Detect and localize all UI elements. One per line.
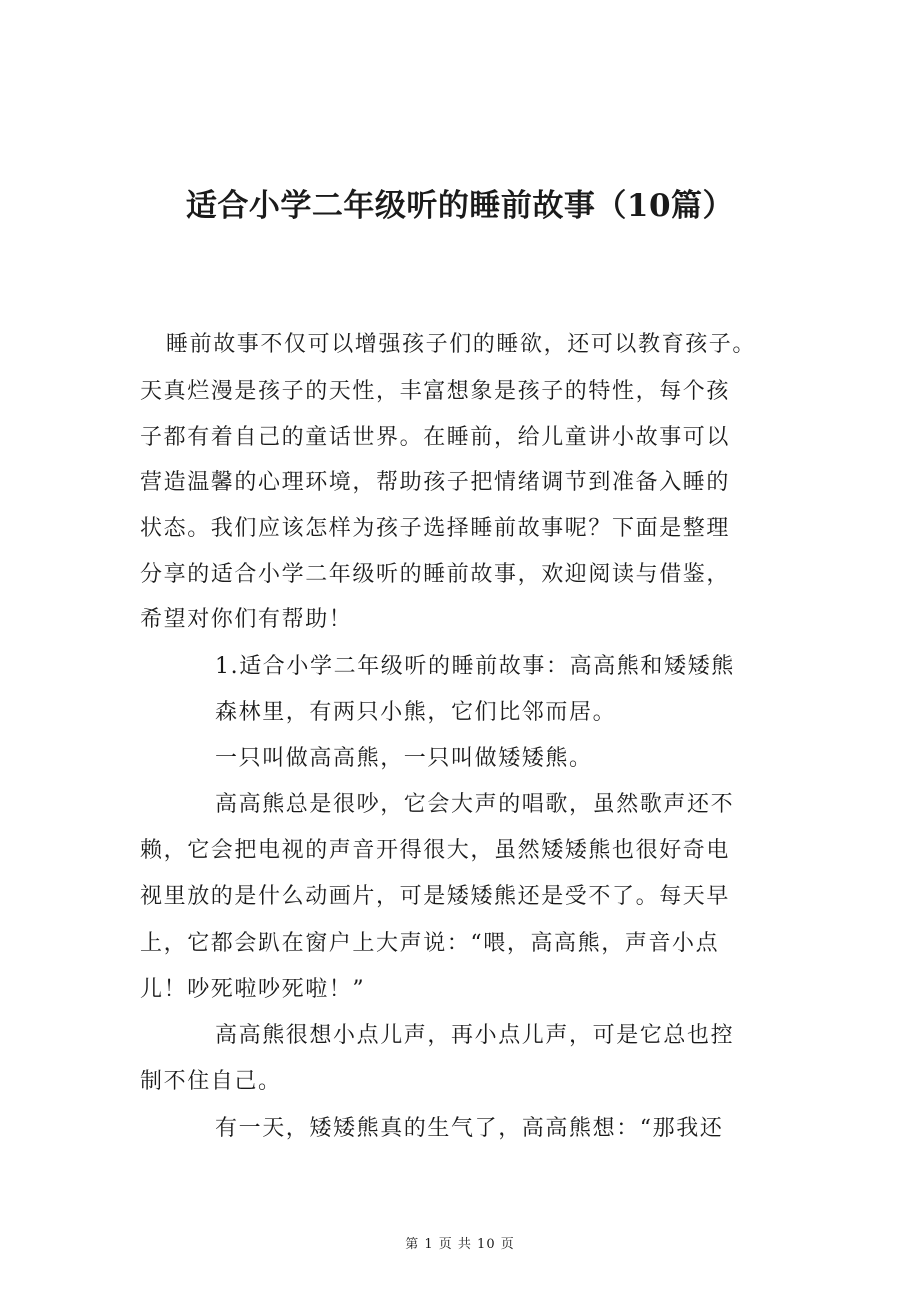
story-line-1: 森林里，有两只小熊，它们比邻而居。: [215, 700, 617, 725]
story-line-9: 制不住自己。: [140, 1069, 282, 1094]
intro-line-5: 状态。我们应该怎样为孩子选择睡前故事呢？下面是整理: [140, 516, 731, 541]
story-line-4: 赖，它会把电视的声音开得很大，虽然矮矮熊也很好奇电: [140, 838, 731, 863]
intro-line-1: 睡前故事不仅可以增强孩子们的睡欲，还可以教育孩子。: [166, 332, 757, 357]
intro-line-3: 子都有着自己的童话世界。在睡前，给儿童讲小故事可以: [140, 425, 731, 450]
page-footer: 第 1 页 共 10 页: [405, 1237, 515, 1252]
story-line-7: 儿！吵死啦吵死啦！”: [140, 977, 366, 1002]
intro-line-7: 希望对你们有帮助！: [140, 607, 353, 632]
story-line-2: 一只叫做高高熊，一只叫做矮矮熊。: [215, 746, 593, 771]
document-title: 适合小学二年级听的睡前故事（10篇）: [185, 188, 735, 224]
story-line-3: 高高熊总是很吵，它会大声的唱歌，虽然歌声还不: [215, 792, 735, 817]
story-line-5: 视里放的是什么动画片，可是矮矮熊还是受不了。每天早: [140, 884, 731, 909]
intro-line-4: 营造温馨的心理环境，帮助孩子把情绪调节到准备入睡的: [140, 470, 731, 495]
story-line-10: 有一天，矮矮熊真的生气了，高高熊想：“那我还: [215, 1116, 724, 1141]
story-line-8: 高高熊很想小点儿声，再小点儿声，可是它总也控: [215, 1023, 735, 1048]
intro-line-2: 天真烂漫是孩子的天性，丰富想象是孩子的特性，每个孩: [140, 379, 731, 404]
story-line-6: 上，它都会趴在窗户上大声说：“喂，高高熊，声音小点: [140, 931, 720, 956]
intro-line-6: 分享的适合小学二年级听的睡前故事，欢迎阅读与借鉴，: [140, 562, 731, 587]
section-heading: 1.适合小学二年级听的睡前故事：高高熊和矮矮熊: [215, 654, 735, 679]
